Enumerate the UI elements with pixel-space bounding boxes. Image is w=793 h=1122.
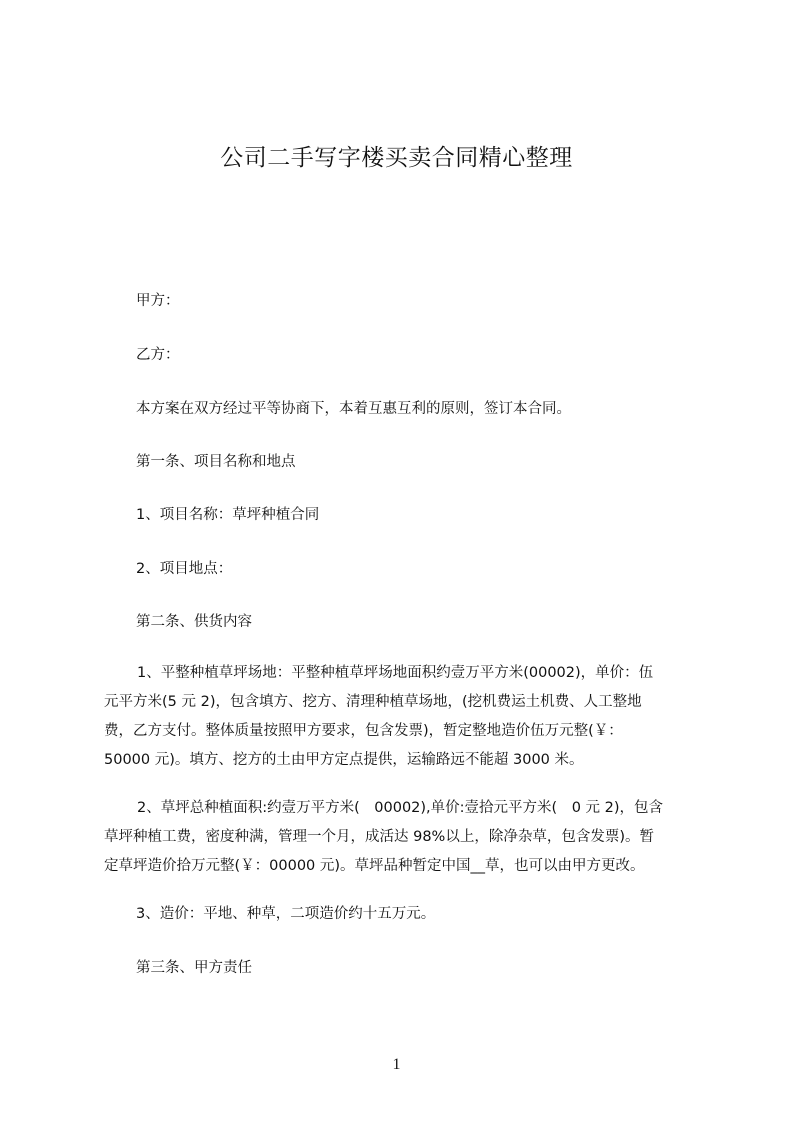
- party-b-line: 乙方：: [136, 347, 180, 363]
- paragraph-line: 50000 元)。填方、挖方的土由甲方定点提供，运输路远不能超 3000 米。: [104, 752, 584, 768]
- paragraph-line: 1、平整种植草坪场地：平整种植草坪场地面积约壹万平方米(00002)，单价：伍: [137, 665, 654, 681]
- paragraph-line: 费，乙方支付。整体质量按照甲方要求，包含发票)，暂定整地造价伍万元整(￥：: [104, 723, 623, 739]
- article-1-heading: 第一条、项目名称和地点: [136, 454, 296, 470]
- party-a-line: 甲方：: [136, 293, 180, 309]
- paragraph-line: 2、草坪总种植面积:约壹万平方米( 00002),单价:壹拾元平方米( 0 元 2)，包含: [137, 800, 664, 816]
- item-project-location: 2、项目地点：: [136, 561, 233, 577]
- paragraph-line: 草坪种植工费，密度种满，管理一个月，成活达 98%以上，除净杂草，包含发票)。暂: [104, 829, 654, 845]
- paragraph-line: 定草坪造价拾万元整(￥：00000 元)。草坪品种暂定中国__草，也可以由甲方更改。: [104, 858, 645, 874]
- article-3-heading: 第三条、甲方责任: [136, 960, 252, 976]
- intro-text: 本方案在双方经过平等协商下，本着互惠互利的原则，签订本合同。: [136, 401, 571, 417]
- page-number: 1: [392, 1056, 401, 1073]
- article-2-heading: 第二条、供货内容: [136, 614, 252, 630]
- item-total-cost: 3、造价：平地、种草，二项造价约十五万元。: [136, 906, 436, 922]
- supply-paragraph-2: [104, 794, 692, 881]
- item-project-name: 1、项目名称：草坪种植合同: [136, 507, 320, 523]
- supply-paragraph-1: [104, 659, 692, 775]
- document-title: 公司二手写字楼买卖合同精心整理: [220, 145, 573, 171]
- paragraph-line: 元平方米(5 元 2)，包含填方、挖方、清理种植草场地，(挖机费运土机费、人工整地: [104, 694, 642, 710]
